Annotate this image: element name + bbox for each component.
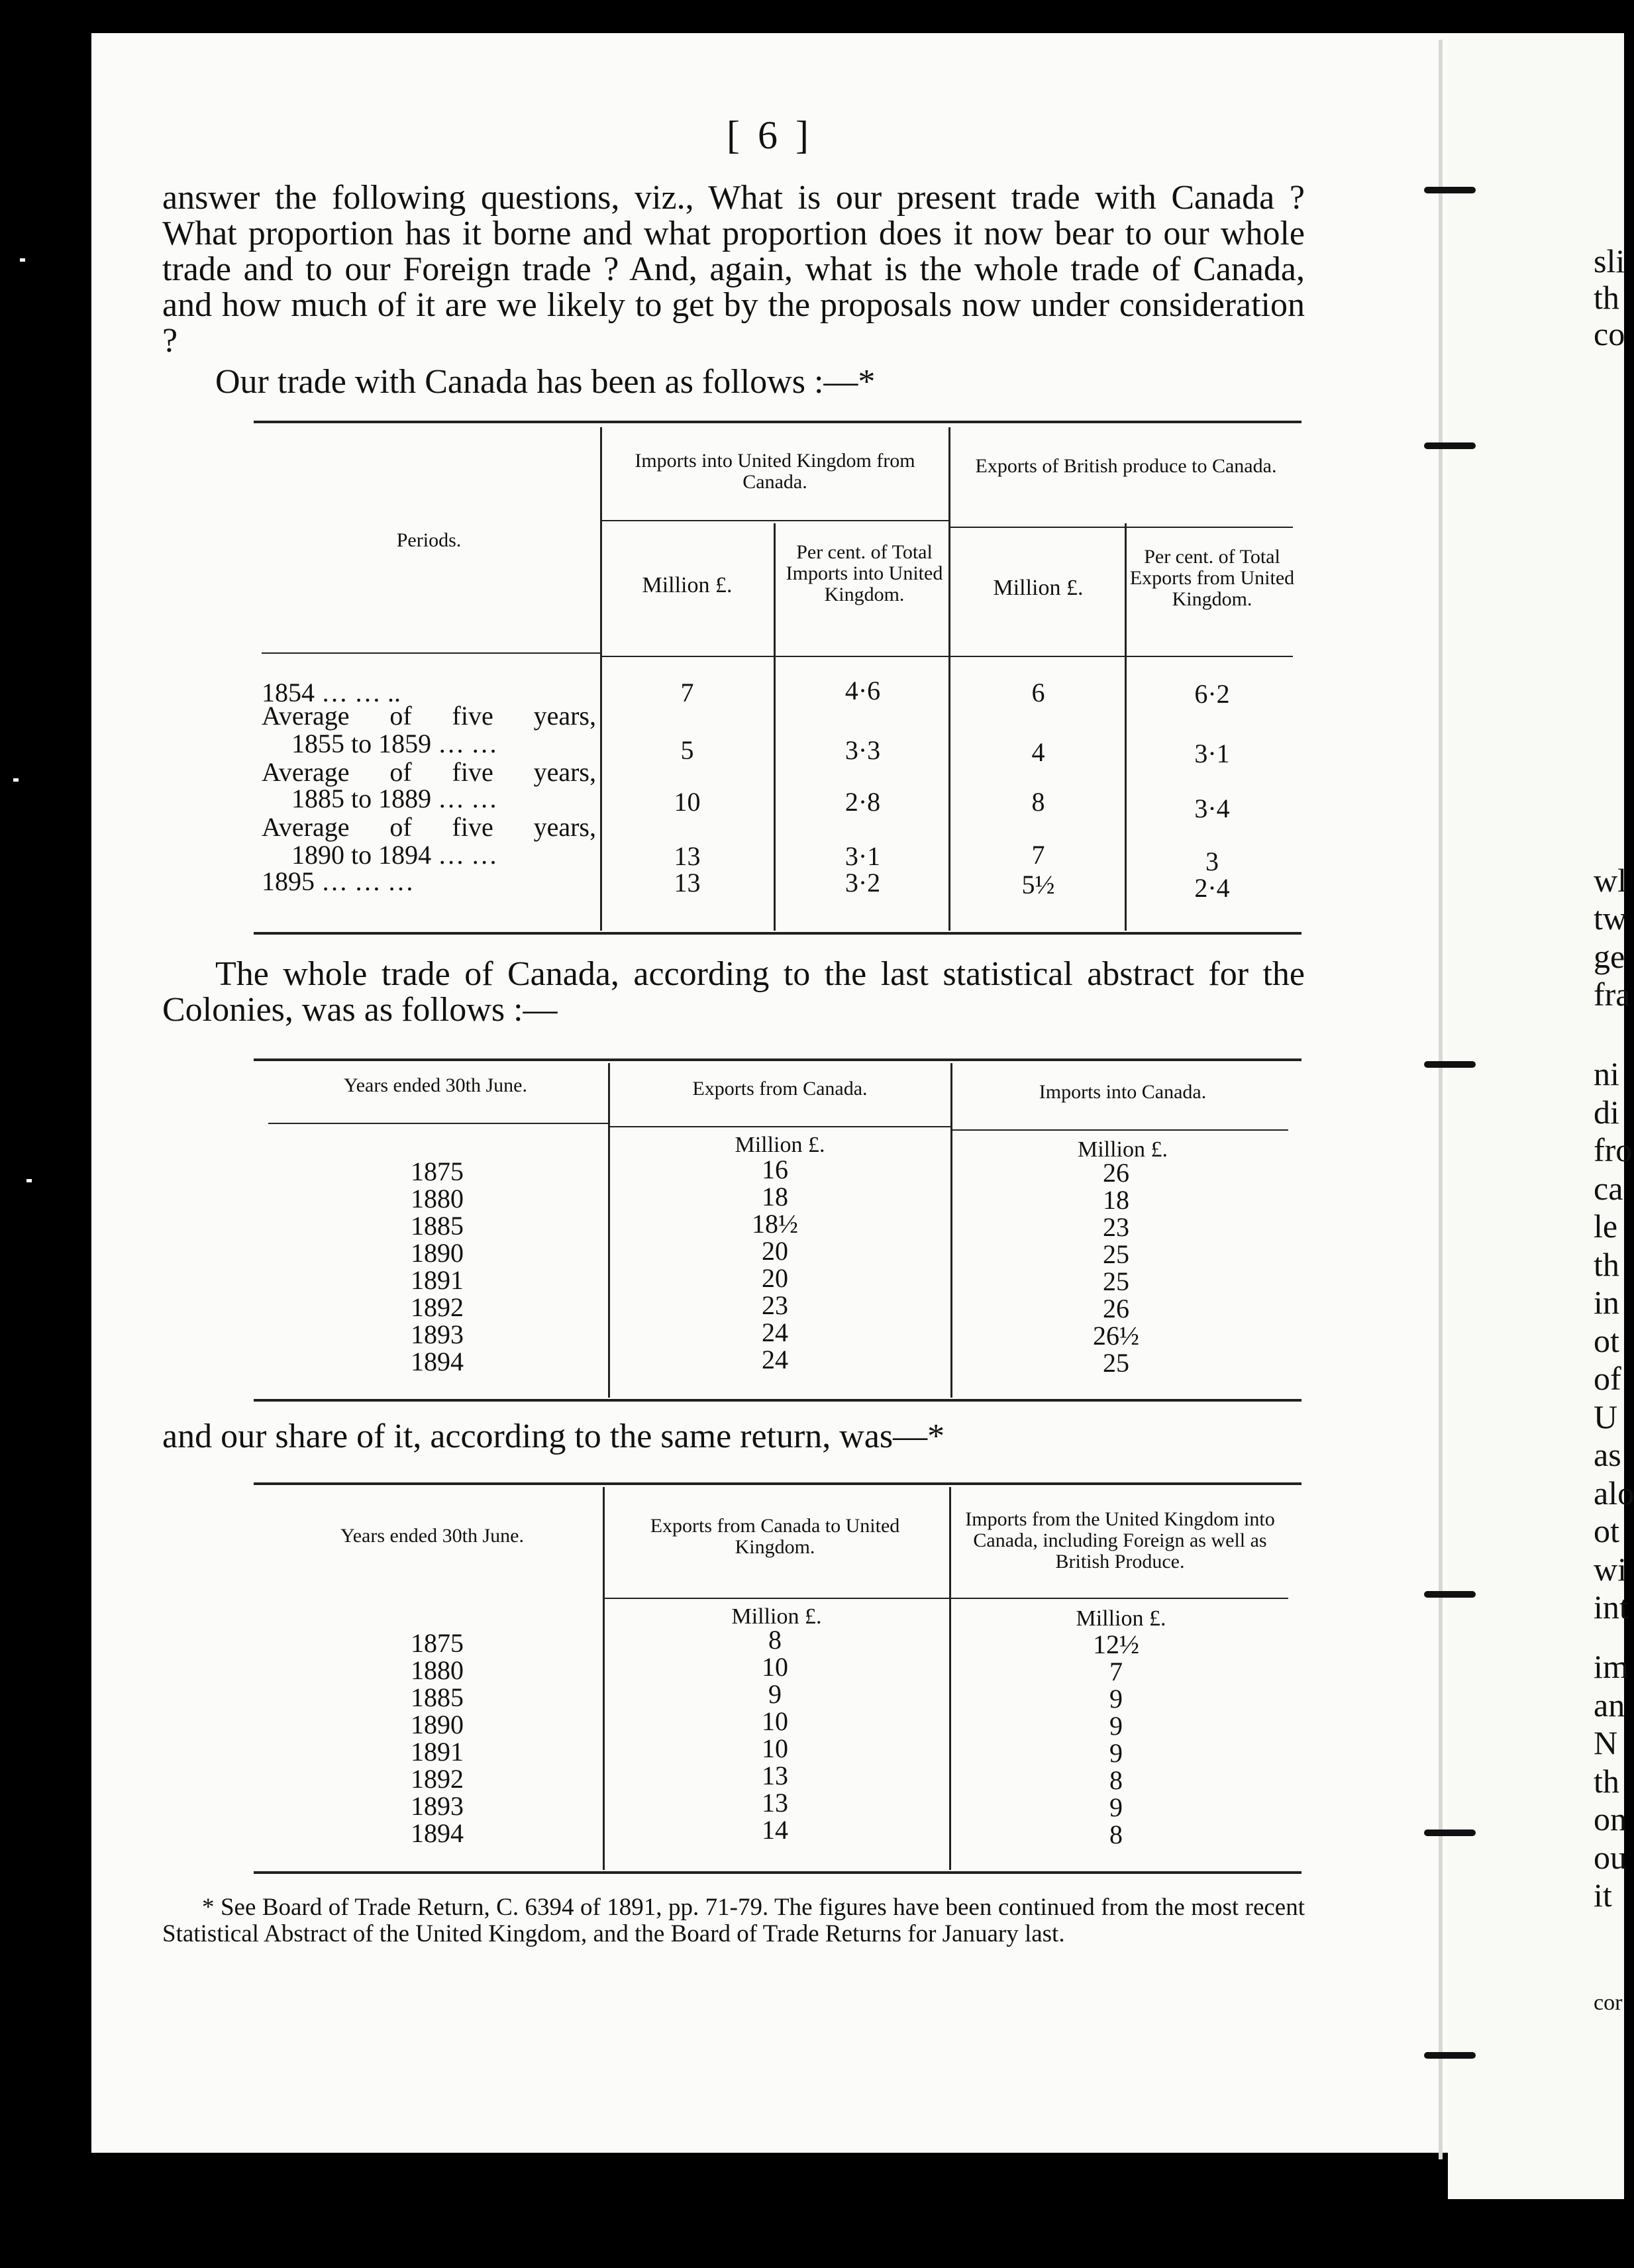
col-pct-imports: Per cent. of Total Imports into United Kingdom. <box>786 541 943 605</box>
right-page-fragment: di <box>1594 1094 1619 1131</box>
exports-pct-cell: 6·2 <box>1194 679 1230 709</box>
right-page-fragment: it <box>1594 1877 1612 1914</box>
right-page-fragment: on <box>1594 1800 1627 1837</box>
unit-exports: Million £. <box>735 1133 825 1157</box>
exports-million-cell: 4 <box>1031 737 1045 767</box>
imports-cell: 25 <box>1103 1266 1129 1296</box>
right-page-fragment: int <box>1594 1588 1629 1625</box>
right-page-fragment: th <box>1594 279 1619 316</box>
right-page-fragment: alo <box>1594 1474 1634 1512</box>
year-cell: 1880 <box>411 1655 464 1685</box>
unit-exports: Million £. <box>731 1604 822 1629</box>
exports-to-uk-cell: 8 <box>768 1625 782 1655</box>
right-page-fragment: ca <box>1594 1170 1623 1207</box>
exports-million-cell: 7 <box>1031 840 1045 870</box>
table1-intro: Our trade with Canada has been as follows :—* <box>215 363 876 401</box>
col-imports-from-uk: Imports from the United Kingdom into Canada, including Foreign as well as British Produce. <box>965 1508 1275 1572</box>
year-cell: 1892 <box>411 1292 464 1322</box>
scan-speck <box>26 1179 32 1182</box>
imports-from-uk-cell: 9 <box>1109 1711 1123 1741</box>
footnote: * See Board of Trade Return, C. 6394 of 1891, pp. 71-79. The figures have been continued from the most recent Statistical Abstract of the United Kingdom, and the Board of Trade Returns for January last. <box>162 1894 1305 1947</box>
right-page-fragment: cor <box>1594 1990 1623 2015</box>
right-page-fragment: an <box>1594 1686 1625 1724</box>
exports-million-cell: 5½ <box>1021 870 1055 900</box>
right-page-fragment: U <box>1594 1398 1618 1435</box>
imports-million-cell: 13 <box>674 868 701 898</box>
imports-million-cell: 5 <box>680 735 694 765</box>
col-years: Years ended 30th June. <box>344 1074 527 1096</box>
intro-paragraph: answer the following questions, viz., What is our present trade with Canada ? What proportion has it borne and what proportion does it now bear to our whole trade and to our Foreign trade ? And, again, what is the whole trade of Canada, and how much of it are we likely to get by the proposals now under consideration ? <box>162 179 1305 360</box>
unit-imports: Million £. <box>1076 1606 1166 1631</box>
exports-pct-cell: 2·4 <box>1194 873 1230 903</box>
imports-million-cell: 10 <box>674 787 701 817</box>
right-page-text <box>1448 0 1634 2268</box>
right-page-fragment: th <box>1594 1763 1619 1800</box>
exports-to-uk-cell: 13 <box>762 1788 788 1818</box>
exports-cell: 24 <box>762 1345 788 1374</box>
year-cell: 1891 <box>411 1265 464 1295</box>
right-page-fragment: N <box>1594 1724 1618 1761</box>
imports-cell: 25 <box>1103 1348 1129 1378</box>
period-cell-range: 1885 to 1889 … … <box>291 784 498 813</box>
table2-intro: The whole trade of Canada, according to the last statistical abstract for the Colonies, was as follows :— <box>162 955 1305 1029</box>
imports-from-uk-cell: 9 <box>1109 1684 1123 1714</box>
page-number: [ 6 ] <box>727 113 813 157</box>
imports-cell: 26 <box>1103 1158 1129 1188</box>
col-million-imports: Million £. <box>642 573 733 597</box>
right-page-fragment: ou <box>1594 1839 1627 1876</box>
exports-pct-cell: 3·1 <box>1194 739 1230 768</box>
imports-million-cell: 7 <box>680 678 694 707</box>
year-cell: 1892 <box>411 1764 464 1794</box>
col-group-exports: Exports of British produce to Canada. <box>975 455 1277 477</box>
period-cell: 1895 … … … <box>262 866 414 896</box>
exports-cell: 20 <box>762 1236 788 1266</box>
imports-cell: 23 <box>1103 1212 1129 1242</box>
imports-cell: 25 <box>1103 1239 1129 1269</box>
right-page-fragment: ot <box>1594 1512 1619 1549</box>
col-exports: Exports from Canada. <box>692 1078 868 1100</box>
exports-to-uk-cell: 9 <box>768 1679 782 1709</box>
right-page-fragment: of <box>1594 1360 1621 1397</box>
exports-to-uk-cell: 13 <box>762 1761 788 1790</box>
scan-speck <box>20 258 25 262</box>
col-imports: Imports into Canada. <box>1039 1081 1207 1103</box>
table3-intro: and our share of it, according to the same return, was—* <box>162 1418 945 1455</box>
imports-million-cell: 13 <box>674 841 701 871</box>
right-page-fragment: as <box>1594 1436 1621 1473</box>
right-page-fragment: fra <box>1594 976 1631 1013</box>
right-page-fragment: le <box>1594 1208 1618 1245</box>
right-page-fragment: ot <box>1594 1322 1619 1359</box>
exports-pct-cell: 3 <box>1205 847 1219 876</box>
imports-pct-cell: 3·3 <box>844 735 881 765</box>
year-cell: 1893 <box>411 1791 464 1821</box>
col-years: Years ended 30th June. <box>340 1525 524 1547</box>
period-cell: Average of five years, <box>262 812 596 842</box>
right-page-fragment: co <box>1594 315 1625 352</box>
imports-from-uk-cell: 8 <box>1109 1765 1123 1795</box>
page-gutter <box>1439 40 1443 2159</box>
exports-pct-cell: 3·4 <box>1194 794 1230 823</box>
year-cell: 1894 <box>411 1818 464 1848</box>
imports-from-uk-cell: 12½ <box>1093 1629 1139 1659</box>
exports-to-uk-cell: 10 <box>762 1733 788 1763</box>
year-cell: 1890 <box>411 1710 464 1739</box>
period-cell: 1854 … … .. <box>262 678 401 707</box>
col-pct-exports: Per cent. of Total Exports from United Kingdom. <box>1129 546 1295 610</box>
col-million-exports: Million £. <box>993 576 1084 600</box>
imports-pct-cell: 3·1 <box>844 841 881 871</box>
right-page-fragment: in <box>1594 1284 1619 1321</box>
right-page-fragment: ni <box>1594 1055 1619 1092</box>
exports-to-uk-cell: 14 <box>762 1815 788 1845</box>
period-cell: Average of five years, <box>262 701 596 731</box>
right-page-fragment: wl <box>1594 862 1627 899</box>
scan-speck <box>13 778 19 782</box>
exports-to-uk-cell: 10 <box>762 1706 788 1736</box>
year-cell: 1880 <box>411 1184 464 1213</box>
imports-pct-cell: 4·6 <box>844 676 881 705</box>
col-exports-to-uk: Exports from Canada to United Kingdom. <box>650 1515 900 1558</box>
unit-imports: Million £. <box>1077 1137 1168 1162</box>
period-cell-range: 1855 to 1859 … … <box>291 729 498 758</box>
imports-from-uk-cell: 8 <box>1109 1820 1123 1849</box>
right-page-fragment: sli <box>1594 242 1625 280</box>
imports-cell: 18 <box>1103 1185 1129 1215</box>
imports-cell: 26½ <box>1093 1321 1139 1351</box>
year-cell: 1875 <box>411 1157 464 1186</box>
year-cell: 1885 <box>411 1682 464 1712</box>
imports-pct-cell: 3·2 <box>844 868 881 898</box>
right-page-fragment: ge <box>1594 938 1625 975</box>
exports-cell: 18½ <box>752 1209 798 1239</box>
exports-cell: 23 <box>762 1290 788 1320</box>
right-page-fragment: fro <box>1594 1131 1633 1168</box>
exports-cell: 20 <box>762 1263 788 1293</box>
imports-from-uk-cell: 9 <box>1109 1738 1123 1768</box>
exports-cell: 24 <box>762 1317 788 1347</box>
exports-cell: 18 <box>762 1182 788 1211</box>
year-cell: 1885 <box>411 1211 464 1241</box>
exports-cell: 16 <box>762 1155 788 1184</box>
right-page-fragment: tw <box>1594 900 1627 937</box>
col-periods: Periods. <box>396 529 462 551</box>
imports-cell: 26 <box>1103 1294 1129 1323</box>
year-cell: 1875 <box>411 1628 464 1658</box>
period-cell-range: 1890 to 1894 … … <box>291 840 498 870</box>
right-page-fragment: im <box>1594 1648 1629 1685</box>
imports-from-uk-cell: 7 <box>1109 1657 1123 1686</box>
year-cell: 1894 <box>411 1347 464 1376</box>
year-cell: 1891 <box>411 1737 464 1767</box>
imports-from-uk-cell: 9 <box>1109 1792 1123 1822</box>
imports-pct-cell: 2·8 <box>844 787 881 817</box>
col-group-imports: Imports into United Kingdom from Canada. <box>635 450 915 493</box>
right-page-fragment: wi <box>1594 1551 1627 1588</box>
right-page-fragment: th <box>1594 1246 1619 1283</box>
year-cell: 1890 <box>411 1238 464 1268</box>
exports-million-cell: 6 <box>1031 678 1045 707</box>
year-cell: 1893 <box>411 1319 464 1349</box>
exports-to-uk-cell: 10 <box>762 1652 788 1682</box>
exports-million-cell: 8 <box>1031 787 1045 817</box>
period-cell: Average of five years, <box>262 757 596 787</box>
